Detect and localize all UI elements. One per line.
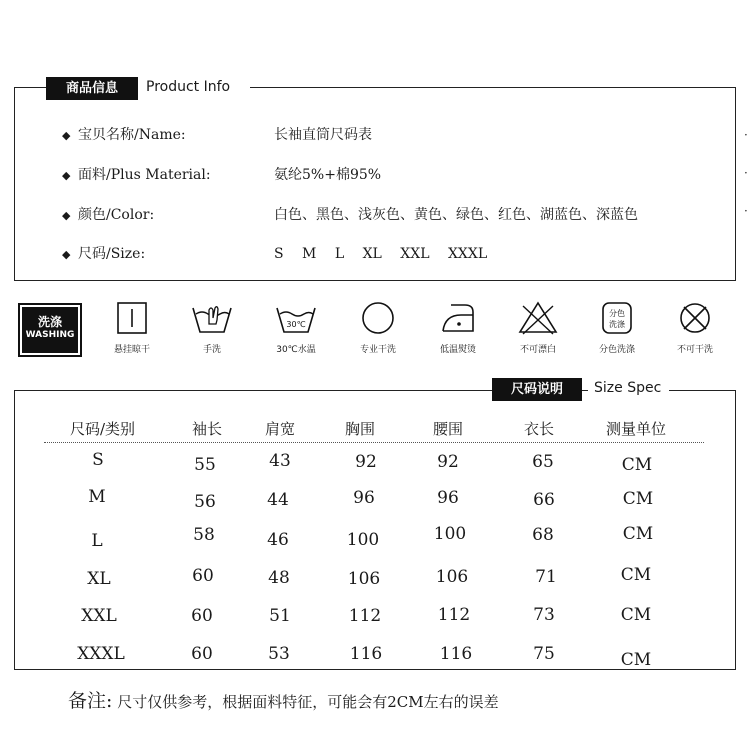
care-item-wash-separately (577, 300, 657, 355)
table-cell: CM (621, 455, 653, 475)
info-row-color (62, 204, 638, 226)
table-cell: 60 (192, 566, 214, 586)
table-cell: 51 (269, 606, 291, 626)
table-cell: XXXL (77, 644, 125, 664)
size-spec-title: Size Spec (588, 377, 669, 399)
diamond-bullet-icon: ◆ (62, 248, 71, 261)
care-label: 悬挂晾干 (113, 345, 150, 355)
care-item-hang-dry (92, 300, 172, 355)
table-cell: 73 (533, 605, 555, 625)
note-label: 备注: (68, 690, 113, 712)
info-value: 氨纶5%+棉95% (274, 167, 382, 183)
table-cell: 92 (437, 452, 459, 472)
care-label: 分色洗涤 (598, 345, 635, 355)
table-cell: 100 (433, 524, 467, 544)
table-cell: 112 (348, 606, 382, 626)
low-temp-iron-icon (437, 300, 479, 336)
col-header-length: 衣长 (524, 420, 555, 438)
size-note (68, 686, 499, 713)
table-cell: 66 (533, 490, 555, 510)
info-label: 颜色/Color: (78, 207, 155, 223)
table-cell: 60 (191, 644, 213, 664)
product-info-tab: 商品信息 (46, 77, 138, 100)
table-cell: 46 (267, 530, 289, 550)
note-text: 尺寸仅供参考，根据面料特征，可能会有2CM左右的误差 (117, 693, 499, 711)
care-item-wash-30 (256, 300, 336, 355)
table-cell: 106 (435, 567, 469, 587)
care-item-no-bleach (498, 300, 578, 355)
table-cell: CM (620, 650, 652, 670)
table-cell: 44 (267, 490, 289, 510)
edge-mark: · (744, 166, 748, 180)
no-tumble-dry-icon (677, 300, 713, 336)
separate-text-2: 洗涤 (609, 320, 625, 329)
info-row-material (62, 164, 382, 186)
care-label: 手洗 (202, 345, 221, 355)
table-cell: M (88, 487, 106, 507)
table-cell: 43 (269, 451, 291, 471)
care-label: 不可干洗 (676, 345, 713, 355)
table-cell: 60 (191, 606, 213, 626)
care-item-dry-clean (338, 300, 418, 355)
table-cell: XXL (81, 606, 117, 626)
table-cell: 68 (532, 525, 554, 545)
info-label: 面料/Plus Material: (78, 167, 211, 183)
care-item-low-iron (418, 300, 498, 355)
table-cell: L (91, 531, 103, 551)
care-label: 30℃水温 (276, 345, 316, 355)
wash-separately-icon (600, 300, 634, 336)
separate-text-1: 分色 (609, 309, 625, 318)
edge-mark: · (744, 128, 748, 142)
size-spec-tab: 尺码说明 (492, 378, 582, 401)
care-label: 不可漂白 (519, 345, 556, 355)
table-cell: CM (620, 565, 652, 585)
table-cell: XL (87, 569, 111, 589)
table-cell: 58 (193, 525, 215, 545)
info-row-size (62, 243, 488, 265)
care-label: 专业干洗 (359, 345, 396, 355)
care-item-no-dry-clean (655, 300, 735, 355)
table-cell: 100 (346, 530, 380, 550)
washing-tag-en: WASHING (25, 330, 75, 340)
table-cell: 53 (268, 644, 290, 664)
table-cell: 75 (533, 644, 555, 664)
table-cell: 56 (194, 492, 216, 512)
diamond-bullet-icon: ◆ (62, 129, 71, 142)
product-info-title: Product Info (140, 76, 236, 98)
header-divider (44, 442, 704, 443)
table-cell: 116 (349, 644, 383, 664)
info-value: 长袖直筒尺码表 (274, 127, 372, 143)
info-label: 宝贝名称/Name: (78, 127, 186, 143)
hand-wash-icon (190, 300, 234, 336)
table-cell: CM (620, 605, 652, 625)
col-header-chest: 胸围 (345, 420, 376, 438)
edge-mark: · (744, 204, 748, 218)
table-cell: CM (622, 489, 654, 509)
table-cell: 48 (268, 568, 290, 588)
info-label: 尺码/Size: (78, 246, 146, 262)
table-cell: 92 (355, 452, 377, 472)
info-value: 白色、黑色、浅灰色、黄色、绿色、红色、湖蓝色、深蓝色 (274, 207, 638, 223)
col-header-shoulder: 肩宽 (265, 420, 296, 438)
col-header-waist: 腰围 (433, 420, 464, 438)
table-cell: 65 (532, 452, 554, 472)
wash-temp-text: 30℃ (286, 320, 306, 329)
col-header-sleeve: 袖长 (192, 420, 223, 438)
info-value: S M L XL XXL XXXL (274, 246, 488, 262)
info-row-name (62, 124, 372, 146)
no-bleach-icon (517, 300, 559, 336)
table-cell: 96 (437, 488, 459, 508)
table-cell: 112 (437, 605, 471, 625)
table-cell: 96 (353, 488, 375, 508)
table-cell: S (92, 450, 104, 470)
hang-dry-icon (115, 300, 149, 336)
diamond-bullet-icon: ◆ (62, 209, 71, 222)
care-label: 低温熨烫 (439, 345, 476, 355)
col-header-size: 尺码/类别 (70, 420, 136, 438)
washing-tag-cn: 洗涤 (37, 315, 62, 329)
professional-dry-clean-icon (360, 300, 396, 336)
table-cell: 116 (439, 644, 473, 664)
table-cell: 106 (347, 569, 381, 589)
table-cell: 55 (194, 455, 216, 475)
col-header-unit: 测量单位 (606, 420, 667, 438)
washing-tag (18, 303, 82, 357)
diamond-bullet-icon: ◆ (62, 169, 71, 182)
table-cell: 71 (535, 567, 557, 587)
care-item-hand-wash (172, 300, 252, 355)
table-cell: CM (622, 524, 654, 544)
wash-30-icon (274, 300, 318, 336)
